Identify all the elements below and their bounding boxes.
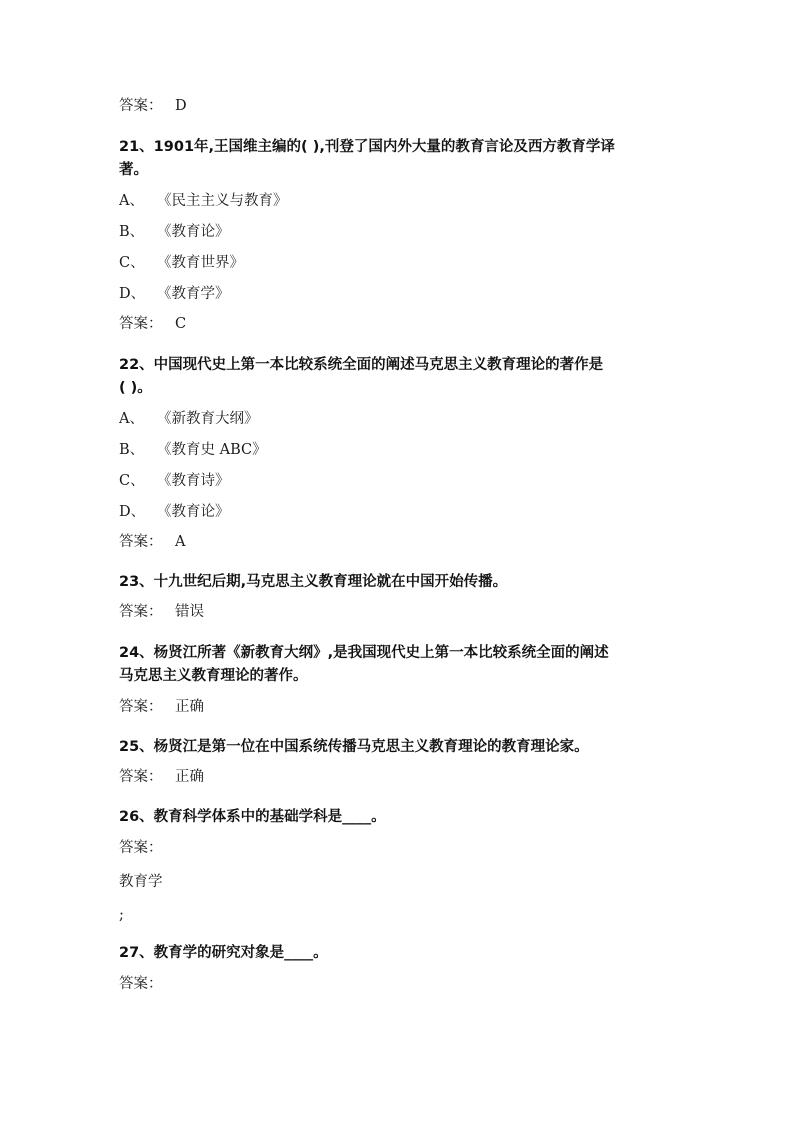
- answer-line: [119, 601, 679, 623]
- option-letter: C、: [119, 255, 145, 271]
- option-letter: D、: [119, 504, 146, 520]
- answer-label: 答案：: [119, 316, 163, 332]
- option-text: 《教育学》: [157, 286, 230, 302]
- option-text: 《教育世界》: [157, 255, 244, 271]
- option-b: [119, 221, 679, 243]
- option-text: 《民主主义与教育》: [157, 193, 288, 209]
- answer-separator: ;: [119, 907, 124, 923]
- question-26-line1: 26、教育科学体系中的基础学科是____。: [119, 809, 386, 825]
- question-21-line1: 21、1901年,王国维主编的( ),刊登了国内外大量的教育言论及西方教育学译: [119, 139, 615, 155]
- answer-line: [119, 95, 679, 117]
- answer-line: [119, 696, 679, 718]
- answer-line: [119, 766, 679, 788]
- answer-label: 答案：: [119, 98, 163, 114]
- answer-label: 答案：: [119, 769, 163, 785]
- answer-label: 答案：: [119, 699, 163, 715]
- question-22-line2: ( )。: [119, 380, 152, 396]
- option-text: 《教育史 ABC》: [157, 442, 267, 458]
- question-27-line1: 27、教育学的研究对象是____。: [119, 945, 328, 961]
- option-text: 《教育诗》: [157, 473, 230, 489]
- option-letter: A、: [119, 411, 144, 427]
- answer-value: C: [175, 316, 187, 332]
- answer-value: 正确: [175, 699, 204, 715]
- option-a: [119, 190, 679, 212]
- option-text: 《新教育大纲》: [157, 411, 259, 427]
- question-24-line2: 马克思主义教育理论的著作。: [119, 668, 308, 684]
- answer-value: D: [175, 98, 187, 114]
- answer-label: 答案：: [119, 604, 163, 620]
- option-letter: B、: [119, 224, 145, 240]
- option-text: 《教育论》: [157, 504, 230, 520]
- option-a: [119, 408, 679, 430]
- answer-value: 错误: [175, 604, 204, 620]
- answer-body: 教育学: [119, 874, 163, 890]
- answer-label-line: [119, 973, 679, 995]
- question-24-line1: 24、杨贤江所著《新教育大纲》,是我国现代史上第一本比较系统全面的阐述: [119, 645, 609, 661]
- question-22-line1: 22、中国现代史上第一本比较系统全面的阐述马克思主义教育理论的著作是: [119, 357, 604, 373]
- answer-value: 正确: [175, 769, 204, 785]
- option-letter: D、: [119, 286, 146, 302]
- answer-label: 答案：: [119, 534, 163, 550]
- option-text: 《教育论》: [157, 224, 230, 240]
- option-c: [119, 252, 679, 274]
- option-letter: C、: [119, 473, 145, 489]
- question-25-line1: 25、杨贤江是第一位在中国系统传播马克思主义教育理论的教育理论家。: [119, 739, 589, 755]
- option-letter: A、: [119, 193, 144, 209]
- option-d: [119, 501, 679, 523]
- answer-value: A: [175, 534, 186, 550]
- answer-label: 答案：: [119, 976, 163, 992]
- option-c: [119, 470, 679, 492]
- answer-line: [119, 313, 679, 335]
- answer-label: 答案：: [119, 840, 163, 856]
- question-23-line1: 23、十九世纪后期,马克思主义教育理论就在中国开始传播。: [119, 574, 508, 590]
- option-b: [119, 439, 679, 461]
- answer-label-line: [119, 837, 679, 859]
- question-21-line2: 著。: [119, 162, 148, 178]
- answer-line: [119, 531, 679, 553]
- option-d: [119, 283, 679, 305]
- option-letter: B、: [119, 442, 145, 458]
